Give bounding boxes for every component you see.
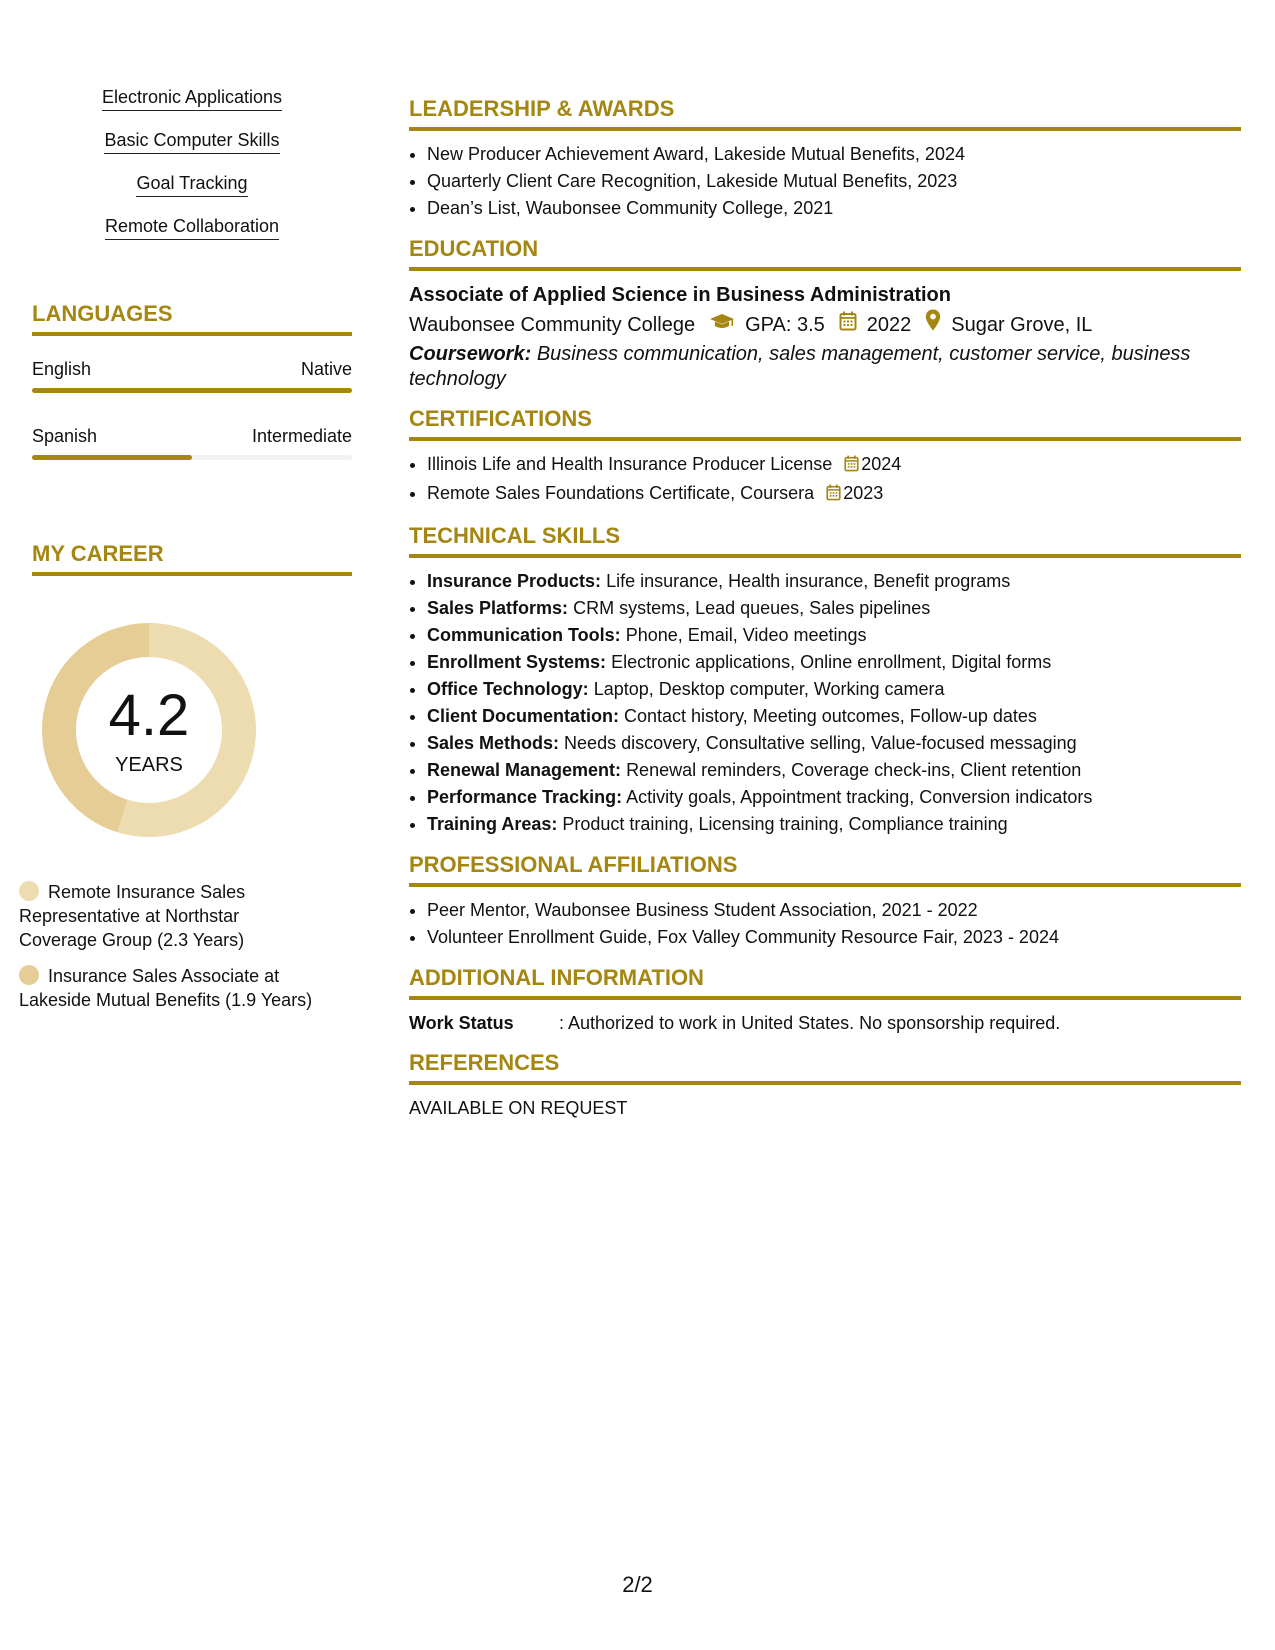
donut-center [35, 616, 263, 844]
language-level: Intermediate [251, 426, 352, 446]
legend-item [19, 880, 319, 952]
language-row [32, 425, 352, 447]
list-item [427, 480, 1241, 509]
leadership-section [409, 96, 1241, 222]
skill-item: Remote Collaboration [105, 215, 279, 240]
skill-item: Basic Computer Skills [104, 129, 279, 154]
education-details [409, 309, 1241, 340]
certification-year: 2023 [843, 483, 884, 503]
skill-values: Laptop, Desktop computer, Working camera [593, 679, 945, 699]
legend-label: Insurance Sales Associate at Lakeside Mutual Benefits (1.9 Years) [19, 966, 313, 1010]
skill-values: Renewal reminders, Coverage check-ins, Client retention [626, 760, 1082, 780]
language-level: Native [300, 359, 352, 379]
languages-section [32, 301, 352, 460]
language-name: Spanish [32, 426, 98, 446]
skill-values: Activity goals, Appointment tracking, Conversion indicators [626, 787, 1093, 807]
page-number: 2/2 [622, 1572, 653, 1597]
work-status-row [409, 1010, 1241, 1036]
coursework [409, 342, 1241, 392]
languages-title: LANGUAGES [32, 301, 352, 336]
degree-name: Associate of Applied Science in Business Administration [409, 284, 951, 306]
language-bar [32, 388, 352, 393]
skill-category: Renewal Management: [427, 760, 622, 780]
skill-values: Product training, Licensing training, Compliance training [562, 814, 1008, 834]
certification-name: Illinois Life and Health Insurance Producer License [427, 454, 833, 474]
skills-list [32, 86, 352, 258]
work-status-value: : Authorized to work in United States. No sponsorship required. [559, 1013, 1061, 1033]
language-bar-fill [32, 455, 192, 460]
certifications-title: CERTIFICATIONS [409, 406, 1241, 441]
list-item: • Dean’s List, Waubonsee Community College, 2021 [427, 195, 1241, 222]
calendar-icon [839, 310, 857, 340]
legend-dot [19, 881, 39, 901]
skill-category: Sales Methods: [427, 733, 560, 753]
skill-category: Enrollment Systems: [427, 652, 607, 672]
language-name: English [32, 359, 92, 379]
calendar-icon [844, 453, 859, 480]
list-item: • Volunteer Enrollment Guide, Fox Valley Community Resource Fair, 2023 - 2024 [427, 924, 1241, 951]
calendar-icon [826, 482, 841, 509]
graduation-cap-icon [709, 310, 735, 340]
skill-values: CRM systems, Lead queues, Sales pipelines [573, 598, 931, 618]
career-total-years: 4.2 [108, 683, 190, 748]
technical-skills-title: TECHNICAL SKILLS [409, 523, 1241, 558]
certifications-section [409, 406, 1241, 509]
certification-year: 2024 [861, 454, 902, 474]
list-item [427, 568, 1241, 595]
references-title: REFERENCES [409, 1050, 1241, 1085]
list-item [427, 676, 1241, 703]
skill-values: Needs discovery, Consultative selling, Value-focused messaging [564, 733, 1077, 753]
list-item [427, 757, 1241, 784]
certification-name: Remote Sales Foundations Certificate, Coursera [427, 483, 815, 503]
references-section [409, 1050, 1241, 1121]
technical-skills-section [409, 523, 1241, 838]
affiliations-section [409, 852, 1241, 951]
skill-item: Electronic Applications [102, 86, 282, 111]
career-section [32, 541, 352, 576]
skill-category: Insurance Products: [427, 571, 602, 591]
education-section [409, 236, 1241, 392]
location-pin-icon [925, 309, 941, 340]
list-item: • Quarterly Client Care Recognition, Lakeside Mutual Benefits, 2023 [427, 168, 1241, 195]
skill-category: Client Documentation: [427, 706, 619, 726]
school-location: Sugar Grove, IL [951, 313, 1093, 336]
list-item [427, 595, 1241, 622]
education-title: EDUCATION [409, 236, 1241, 271]
affiliations-list [409, 897, 1241, 951]
list-item [427, 622, 1241, 649]
coursework-text: Business communication, sales management, customer service, business technology [409, 343, 1191, 390]
skill-category: Sales Platforms: [427, 598, 569, 618]
language-row [32, 358, 352, 380]
right-column [409, 96, 1241, 1135]
references-text: AVAILABLE ON REQUEST [409, 1098, 628, 1118]
list-item [427, 784, 1241, 811]
list-item: • Peer Mentor, Waubonsee Business Student Association, 2021 - 2022 [427, 897, 1241, 924]
skill-values: Life insurance, Health insurance, Benefit programs [606, 571, 1011, 591]
list-item [427, 451, 1241, 480]
work-status-label: Work Status [409, 1013, 514, 1033]
career-legend [19, 880, 319, 1024]
leadership-title: LEADERSHIP & AWARDS [409, 96, 1241, 131]
technical-skills-list [409, 568, 1241, 838]
school-name: Waubonsee Community College [409, 313, 696, 336]
skill-values: Electronic applications, Online enrollment, Digital forms [611, 652, 1052, 672]
legend-label: Remote Insurance Sales Representative at Northstar Coverage Group (2.3 Years) [19, 882, 246, 950]
list-item [427, 730, 1241, 757]
list-item [427, 649, 1241, 676]
legend-dot [19, 965, 39, 985]
skill-category: Performance Tracking: [427, 787, 623, 807]
career-title: MY CAREER [32, 541, 352, 576]
skill-item: Goal Tracking [136, 172, 247, 197]
list-item [427, 811, 1241, 838]
legend-item [19, 964, 319, 1012]
skill-category: Communication Tools: [427, 625, 621, 645]
certifications-list [409, 451, 1241, 509]
additional-info-section [409, 965, 1241, 1036]
coursework-label: Coursework: [409, 343, 532, 365]
skill-category: Office Technology: [427, 679, 589, 699]
skill-values: Phone, Email, Video meetings [625, 625, 867, 645]
skill-values: Contact history, Meeting outcomes, Follow-up dates [624, 706, 1037, 726]
list-item: • New Producer Achievement Award, Lakeside Mutual Benefits, 2024 [427, 141, 1241, 168]
language-bar-fill [32, 388, 352, 393]
additional-info-title: ADDITIONAL INFORMATION [409, 965, 1241, 1000]
affiliations-title: PROFESSIONAL AFFILIATIONS [409, 852, 1241, 887]
gpa: GPA: 3.5 [745, 313, 825, 336]
graduation-year: 2022 [866, 313, 912, 336]
career-total-unit: YEARS [115, 754, 183, 776]
language-bar [32, 455, 352, 460]
leadership-list [409, 141, 1241, 222]
list-item [427, 703, 1241, 730]
skill-category: Training Areas: [427, 814, 558, 834]
